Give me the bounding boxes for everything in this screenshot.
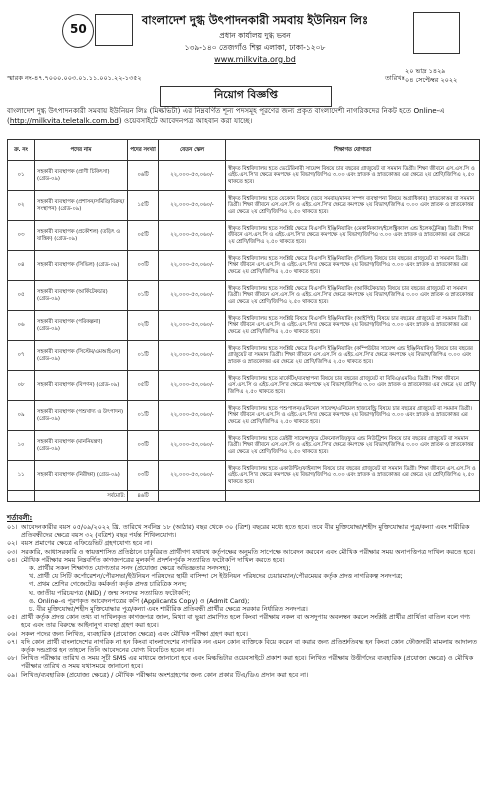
table-row (8, 281, 480, 311)
row-serial: ০৫ (8, 281, 35, 311)
row-count: ০৩টি (128, 461, 159, 491)
row-count: ০৫টি (128, 371, 159, 401)
col-serial: ক্র. নং (8, 140, 35, 161)
notice-title: নিয়োগ বিজ্ঞপ্তি (160, 86, 332, 107)
row-count: ০৫টি (128, 221, 159, 251)
row-serial: ০২ (8, 191, 35, 221)
row-count: ০১টি (128, 401, 159, 431)
row-post: সহকারী ব্যবস্থাপক (প্রশাসন/সমিতি/বিক্রয়/সংস্থাপন) (গ্রেড-০৯) (35, 191, 128, 221)
row-post: সহকারী ব্যবস্থাপক (পশুখাদ্য ও উৎপাদন) (গ্রেড-০৯) (35, 401, 128, 431)
row-scale: ২২,০০০-৫৩,০৬০/- (159, 161, 226, 191)
row-post: সহকারী ব্যবস্থাপক (পরিকল্পনা) (গ্রেড-০৯) (35, 311, 128, 341)
condition-item (7, 638, 480, 654)
table-row (8, 311, 480, 341)
table-row (8, 401, 480, 431)
row-count: ০৬টি (128, 161, 159, 191)
table-header-row (8, 140, 480, 161)
row-post: সহকারী ব্যবস্থাপক (সিস্টেম/এমআইএস) (গ্রেড-০৯) (35, 341, 128, 371)
row-post: সহকারী ব্যবস্থাপক (সিভিল) (গ্রেড-০৯) (35, 251, 128, 281)
table-row (8, 371, 480, 401)
row-serial: ১০ (8, 431, 35, 461)
condition-item (7, 613, 480, 629)
row-qualification: স্বীকৃত বিশ্ববিদ্যালয় হতে মার্কেটিং/ব্যবস্থাপনা বিষয়ে চার বছরের গ্রাজুয়েট বা বিবিএ/এমবিএ ডিগ্রী। শিক্ষা জীবনে এস.এস.সি ও এইচ.এস.সি'র ক্ষেত্রে কমপক্ষে ২য় বিভাগ/জিপিএ ৩.০০ এবং স্নাতক ও স্নাতকোত্তর এর ক্ষেত্রে ২য় শ্রেণি/জিপিএ ২.৫০ থাকতে হবে। (226, 371, 480, 401)
row-scale: ২২,০০০-৫৩,০৬০/- (159, 311, 226, 341)
intro-tail: ) ওয়েবসাইটে আবেদনপত্র আহবান করা যাচ্ছে। (118, 116, 253, 125)
total-row (8, 491, 480, 502)
row-qualification: স্বীকৃত বিশ্ববিদ্যালয় হতে যেকোন বিষয়ে (তবে সমবায়/মানব সম্পদ ব্যবস্থাপনা বিষয়ে অগ্রাধিকার) স্নাতকোত্তর বা সমমান ডিগ্রী। শিক্ষা জীবনে এস.এস.সি ও এইচ.এস.সি'র ক্ষেত্রে কমপক্ষে ২য় বিভাগ/জিপিএ ৩.০০ এবং স্নাতক ও স্নাতকোত্তর এর ক্ষেত্রে ২য় শ্রেণি/জিপিএ ২.৫০ থাকতে হবে। (226, 191, 480, 221)
row-post: সহকারী ব্যবস্থাপক (প্রকৌশল) (তড়িৎ ও যান্ত্রিক) (গ্রেড-০৯) (35, 221, 128, 251)
row-qualification: স্বীকৃত বিশ্ববিদ্যালয় হতে সংশ্লিষ্ট ক্ষেত্রে বিএসসি ইঞ্জিনিয়ারিং (আর্কিটেকচার) বিষয়ে চার বছরের গ্রাজুয়েট বা সমমান ডিগ্রী। শিক্ষা জীবনে এস.এস.সি ও এইচ.এস.সি'র ক্ষেত্রে কমপক্ষে ২য় বিভাগ/জিপিএ ৩.০০ এবং স্নাতক ও স্নাতকোত্তর এর ক্ষেত্রে ২য় শ্রেণি/জিপিএ ২.৫০ থাকতে হবে। (226, 281, 480, 311)
condition-number: ০৬। (7, 629, 18, 638)
condition-text: লিখিত/ব্যবহারিক (প্রযোজ্য ক্ষেত্রে) / মৌখিক পরীক্ষায় অংশগ্রহণের জন্য কোন প্রকার টিএ/ডিএ প্রদান করা হবে না। (21, 670, 309, 679)
condition-item (7, 539, 480, 547)
row-scale: ২২,০০০-৫৩,০৬০/- (159, 431, 226, 461)
total-label: সর্বমোট: (35, 491, 128, 502)
row-serial: ০৬ (8, 311, 35, 341)
address: ১৩৯-১৪০ তেজগাঁও শিল্প এলাকা, ঢাকা-১২০৮ (184, 43, 326, 52)
row-count: ০১টি (128, 341, 159, 371)
condition-text: বয়স প্রমাণের ক্ষেত্রে এফিডেভিট গ্রহণযোগ্য হবে না। (21, 539, 153, 548)
date-bangla: ২০ ভাদ্র ১৪২৯ (405, 67, 446, 75)
memo-number: স্মারক নং-৪৭.৭০০০.০০৩.০১.১১.০০১.২২-১৩৫২ (7, 74, 142, 82)
col-count: পদের সংখ্যা (128, 140, 159, 161)
row-scale: ২২,০০০-৫৩,০৬০/- (159, 371, 226, 401)
row-serial: ০৩ (8, 221, 35, 251)
row-count: ০৩টি (128, 431, 159, 461)
row-qualification: স্বীকৃত বিশ্ববিদ্যালয় হতে সংশ্লিষ্ট ক্ষেত্রে বিএসসি ইঞ্জিনিয়ারিং (কম্পিউটার সায়েন্স এন্ড ইঞ্জিনিয়ারিং) বিষয়ে চার বছরের গ্রাজুয়েট বা সমমান ডিগ্রী। শিক্ষা জীবনে এস.এস.সি ও এইচ.এস.সি'র ক্ষেত্রে কমপক্ষে ২য় বিভাগ/জিপিএ ৩.০০ এবং স্নাতক ও স্নাতকোত্তর এর ক্ষেত্রে ২য় শ্রেণি/জিপিএ ২.৫০ থাকতে হবে। (226, 341, 480, 371)
condition-item (7, 671, 480, 679)
condition-number: ০১। (7, 523, 18, 531)
intro-text: বাংলাদেশ দুগ্ধ উৎপাদনকারী সমবায় ইউনিয়ন লিঃ (মিল্কভিটা) এর নিম্নবর্ণিত শূন্য পদসমূহ পূরণের জন্য প্রকৃত বাংলাদেশী নাগরিকদের নিকট হতে Online-এ ( (7, 106, 445, 125)
condition-text: আবেদনকারীর বয়স ০৫/০৯/২০২২ খ্রি. তারিখে সর্বনিম্ন ১৮ (আঠার) বছর থেকে ৩০ (ত্রিশ) বছরের মধ্যে হতে হবে। তবে বীর মুক্তিযোদ্ধা/শহীদ মুক্তিযোদ্ধার পুত্র/কন্যা এবং শারীরিক প্রতিবন্ধীদের ক্ষেত্রে বয়স ৩২ (বত্রিশ) বছর পর্যন্ত শিথিলযোগ্য। (21, 523, 470, 540)
col-scale: বেতন স্কেল (159, 140, 226, 161)
document-subitem: ঘ. জাতীয় পরিচয়পত্র (NID) / জন্ম সনদের সত্যায়িত ফটোকপি; (29, 588, 191, 597)
document-subitem: চ. বীর মুক্তিযোদ্ধা/শহীদ মুক্তিযোদ্ধার পুত্র/কন্যা এবং শারীরিক প্রতিবন্ধী প্রার্থীর ক্ষেত্রে সরকার নির্ধারিত সনদপত্র। (29, 605, 308, 614)
row-scale: ২২,০০০-৫৩,০৬০/- (159, 341, 226, 371)
row-scale: ২২,০০০-৫৩,০৬০/- (159, 281, 226, 311)
condition-number: ০২। (7, 539, 18, 548)
date-label: তারিখঃ (385, 74, 405, 82)
row-count: ০২টি (128, 311, 159, 341)
row-scale: ২২,০০০-৫৩,০৬০/- (159, 401, 226, 431)
vacancy-table (7, 139, 480, 502)
condition-item (7, 523, 480, 539)
row-scale: ২২,০০০-৫৩,০৬০/- (159, 251, 226, 281)
condition-number: ০৯। (7, 670, 18, 679)
table-row (8, 161, 480, 191)
document-subitem: গ. প্রথম শ্রেণির গেজেটেড কর্মকর্তা কর্তৃক প্রদত্ত চারিত্রিক সনদ; (29, 580, 187, 589)
table-row (8, 251, 480, 281)
total-value: ৪৬টি (128, 491, 159, 502)
col-qualification: শিক্ষাগত যোগ্যতা (226, 140, 480, 161)
condition-text: যদি কোন প্রার্থী বাংলাদেশের নাগরিক না হন কিংবা বাংলাদেশের নাগরিক নন এমন কোন ব্যক্তিকে বিয়ে করেন বা করার জন্য প্রতিশ্রুতিবদ্ধ হন কিংবা কোন ফৌজদারী মামলায় আদালত কর্তৃক দন্ডপ্রাপ্ত হন তাহলে তিনি আবেদনের যোগ্য বিবেচিত হবেন না। (21, 637, 477, 655)
row-serial: ০৯ (8, 401, 35, 431)
condition-text: সরকারি, আধাসরকারি ও স্বায়ত্তশাসিত প্রতিষ্ঠানে চাকুরিরত প্রার্থীগণ যথাযথ কর্তৃপক্ষের অনুমতি সাপেক্ষে আবেদন করবেন এবং মৌখিক পরীক্ষার সময় অনাপত্তিপত্র দাখিল করতে হবে। (21, 547, 476, 556)
table-row (8, 431, 480, 461)
row-scale: ২২,০০০-৫৩,০৬০/- (159, 191, 226, 221)
date-english: ০৪ সেপ্টেম্বর ২০২২ (405, 76, 458, 84)
row-serial: ০৭ (8, 341, 35, 371)
row-serial: ০১ (8, 161, 35, 191)
website-link[interactable]: www.milkvita.org.bd (214, 55, 296, 64)
condition-item (7, 654, 480, 670)
condition-text: সকল পদের জন্য লিখিত, ব্যবহারিক (প্রযোজ্য ক্ষেত্রে) এবং মৌখিক পরীক্ষা গ্রহণ করা হবে। (21, 629, 248, 638)
row-count: ০৩টি (128, 251, 159, 281)
row-post: সহকারী ব্যবস্থাপক (প্রাণী চিকিৎসা) (গ্রেড-০৯) (35, 161, 128, 191)
condition-text: প্রার্থী কর্তৃক প্রদত্ত কোন তথ্য বা দাখিলকৃত কাগজপত্র জাল, মিথ্যা বা ভুয়া প্রমাণিত হলে কিংবা পরীক্ষায় নকল বা অসদুপায় অবলম্বন করলে সংশ্লিষ্ট প্রার্থীর প্রার্থিতা বাতিল বলে গণ্য হবে এবং তার বিরুদ্ধে আইনানুগ ব্যবস্থা গ্রহণ করা হবে। (21, 613, 470, 630)
row-serial: ১১ (8, 461, 35, 491)
row-qualification: স্বীকৃত বিশ্ববিদ্যালয় হতে একাউন্টিং/ফাইন্যান্স বিষয়ে চার বছরের গ্রাজুয়েট বা সমমান ডিগ্রী। শিক্ষা জীবনে এস.এস.সি ও এইচ.এস.সি'র ক্ষেত্রে কমপক্ষে ২য় বিভাগ/জিপিএ ৩.০০ এবং স্নাতক ও স্নাতকোত্তর এর ক্ষেত্রে ২য় শ্রেণি/জিপিএ ২.৫০ থাকতে হবে। (226, 461, 480, 491)
document-subitem: ক. প্রার্থীর সকল শিক্ষাগত যোগ্যতার সনদ (প্রযোজ্য ক্ষেত্রে অভিজ্ঞতার সনদসহ); (29, 564, 231, 573)
table-row (8, 341, 480, 371)
org-name: বাংলাদেশ দুগ্ধ উৎপাদনকারী সমবায় ইউনিয়ন লিঃ (141, 13, 369, 27)
row-post: সহকারী ব্যবস্থাপক (আর্কিটেকচার) (গ্রেড-০৯) (35, 281, 128, 311)
conditions-title: শর্তাবলী: (7, 514, 33, 522)
condition-number: ০৭। (7, 637, 18, 646)
condition-number: ০৫। (7, 613, 18, 622)
condition-item (7, 556, 480, 564)
row-count: ০১টি (128, 281, 159, 311)
intro-paragraph (7, 106, 480, 126)
col-post: পদের নাম (35, 140, 128, 161)
conditions-list (7, 523, 480, 679)
row-serial: ০৪ (8, 251, 35, 281)
condition-number: ০৪। (7, 555, 18, 564)
row-qualification: স্বীকৃত বিশ্ববিদ্যালয় হতে সংশ্লিষ্ট ক্ষেত্রে বিএসসি ইঞ্জিনিয়ারিং (সিভিল) বিষয়ে চার বছরের গ্রাজুয়েট বা সমমান ডিগ্রী। শিক্ষা জীবনে এস.এস.সি ও এইচ.এস.সি'র ক্ষেত্রে কমপক্ষে ২য় বিভাগ/জিপিএ ৩.০০ এবং স্নাতক ও স্নাতকোত্তর এর ক্ষেত্রে ২য় শ্রেণি/জিপিএ ২.৫০ থাকতে হবে। (226, 251, 480, 281)
document-subitem: খ. প্রার্থী যে সিটি কর্পোরেশন/পৌরসভা/ইউনিয়ন পরিষদের স্থায়ী বাসিন্দা সে ইউনিয়ন পরিষদের চেয়ারম্যান/পৌরমেয়র কর্তৃক প্রদত্ত নাগরিকত্ব সনদপত্র; (29, 572, 403, 581)
row-serial: ০৮ (8, 371, 35, 401)
mujib-logo (413, 12, 460, 54)
row-qualification: স্বীকৃত বিশ্ববিদ্যালয় হতে ভেটেরিনারী সায়েন্স বিষয়ে চার বছরের গ্রাজুয়েট বা সমমান ডিগ্রী। শিক্ষা জীবনে এস.এস.সি ও এইচ.এস.সি'র ক্ষেত্রে কমপক্ষে ২য় বিভাগ/জিপিএ ৩.০০ এবং স্নাতক ও স্নাতকোত্তর এর ক্ষেত্রে ২য় শ্রেণি/জিপিএ ২.৫০ থাকতে হবে। (226, 161, 480, 191)
document-subitem: ঙ. Online-এ পূরণকৃত আবেদনপত্রের কপি (Applicants Copy) ও (Admit Card); (29, 596, 250, 605)
row-scale: ২২,০০০-৫৩,০৬০/- (159, 461, 226, 491)
milkvita-logo (95, 14, 133, 46)
teletalk-link[interactable]: http://milkvita.teletalk.com.bd (9, 116, 119, 125)
row-qualification: স্বীকৃত বিশ্ববিদ্যালয় হতে পশুপালন/এনিমেল সায়েন্স/এনিমেল হাজবেন্ড্রি বিষয়ে চার বছরের গ্রাজুয়েট বা সমমান ডিগ্রী। শিক্ষা জীবনে এস.এস.সি ও এইচ.এস.সি'র ক্ষেত্রে কমপক্ষে ২য় বিভাগ/জিপিএ ৩.০০ এবং স্নাতক ও স্নাতকোত্তর এর ক্ষেত্রে ২য় শ্রেণি/জিপিএ ২.৫০ থাকতে হবে। (226, 401, 480, 431)
row-qualification: স্বীকৃত বিশ্ববিদ্যালয় হতে সংশ্লিষ্ট ক্ষেত্রে বিএসসি ইঞ্জিনিয়ারিং (মেকানিক্যাল/ইলেক্ট্রিক্যাল এন্ড ইলেকট্রনিক্স) ডিগ্রী। শিক্ষা জীবনে এস.এস.সি ও এইচ.এস.সি'র ক্ষেত্রে কমপক্ষে ২য় বিভাগ/জিপিএ ৩.০০ এবং স্নাতক ও স্নাতকোত্তর এর ক্ষেত্রে ২য় শ্রেণি/জিপিএ ২.৫০ থাকতে হবে। (226, 221, 480, 251)
condition-item (7, 630, 480, 638)
row-qualification: স্বীকৃত বিশ্ববিদ্যালয় হতে ডেইরী সায়েন্স/ফুড টেকনোলজি/ফুড এন্ড নিউট্রিশন বিষয়ে চার বছরের গ্রাজুয়েট বা সমমান ডিগ্রী। শিক্ষা জীবনে এস.এস.সি ও এইচ.এস.সি'র ক্ষেত্রে কমপক্ষে ২য় বিভাগ/জিপিএ ৩.০০ এবং স্নাতক ও স্নাতকোত্তর এর ক্ষেত্রে ২য় শ্রেণি/জিপিএ ২.৫০ থাকতে হবে। (226, 431, 480, 461)
anniversary-logo (62, 14, 94, 48)
condition-number: ০৩। (7, 547, 18, 556)
row-post: সহকারী ব্যবস্থাপক (নিরীক্ষা) (গ্রেড-০৯) (35, 461, 128, 491)
row-qualification: স্বীকৃত বিশ্ববিদ্যালয় হতে সংশ্লিষ্ট বিষয়ে বিএসসি ইঞ্জিনিয়ারিং (আইপিই) বিষয়ে চার বছরের গ্রাজুয়েট বা সমমান ডিগ্রী। শিক্ষা জীবনে এস.এস.সি ও এইচ.এস.সি'র ক্ষেত্রে কমপক্ষে ২য় বিভাগ/জিপিএ ৩.০০ এবং স্নাতক ও স্নাতকোত্তর এর ক্ষেত্রে ২য় শ্রেণি/জিপিএ ২.৫০ থাকতে হবে। (226, 311, 480, 341)
row-scale: ২২,০০০-৫৩,০৬০/- (159, 221, 226, 251)
row-count: ১৫টি (128, 191, 159, 221)
condition-text: লিখিত পরীক্ষার তারিখ ও সময় সূচী SMS এর মাধ্যমে জানানো হবে এবং মিল্কভিটার ওয়েবসাইটে প্রকাশ করা হবে। লিখিত পরীক্ষায় উত্তীর্ণদের ব্যবহারিক (প্রযোজ্য ক্ষেত্রে) ও মৌখিক পরীক্ষার তারিখ ও সময় যথাসময়ে জানানো হবে। (21, 654, 474, 671)
office-name: প্রধান কার্যালয় দুগ্ধ ভবন (219, 31, 291, 40)
table-row (8, 461, 480, 491)
header (0, 0, 487, 70)
table-row (8, 221, 480, 251)
row-post: সহকারী ব্যবস্থাপক (বিপণন) (গ্রেড-০৯) (35, 371, 128, 401)
row-post: সহকারী ব্যবস্থাপক (মাননিয়ন্ত্রণ) (গ্রেড-০৯) (35, 431, 128, 461)
condition-item (7, 548, 480, 556)
condition-number: ০৮। (7, 654, 18, 663)
condition-text: মৌখিক পরীক্ষার সময় নিম্নবর্ণিত কাগজপত্রের মূলকপি প্রদর্শনপূর্বক সত্যায়িত ফটোকপি দাখিল করতে হবে। (21, 555, 285, 564)
table-row (8, 191, 480, 221)
